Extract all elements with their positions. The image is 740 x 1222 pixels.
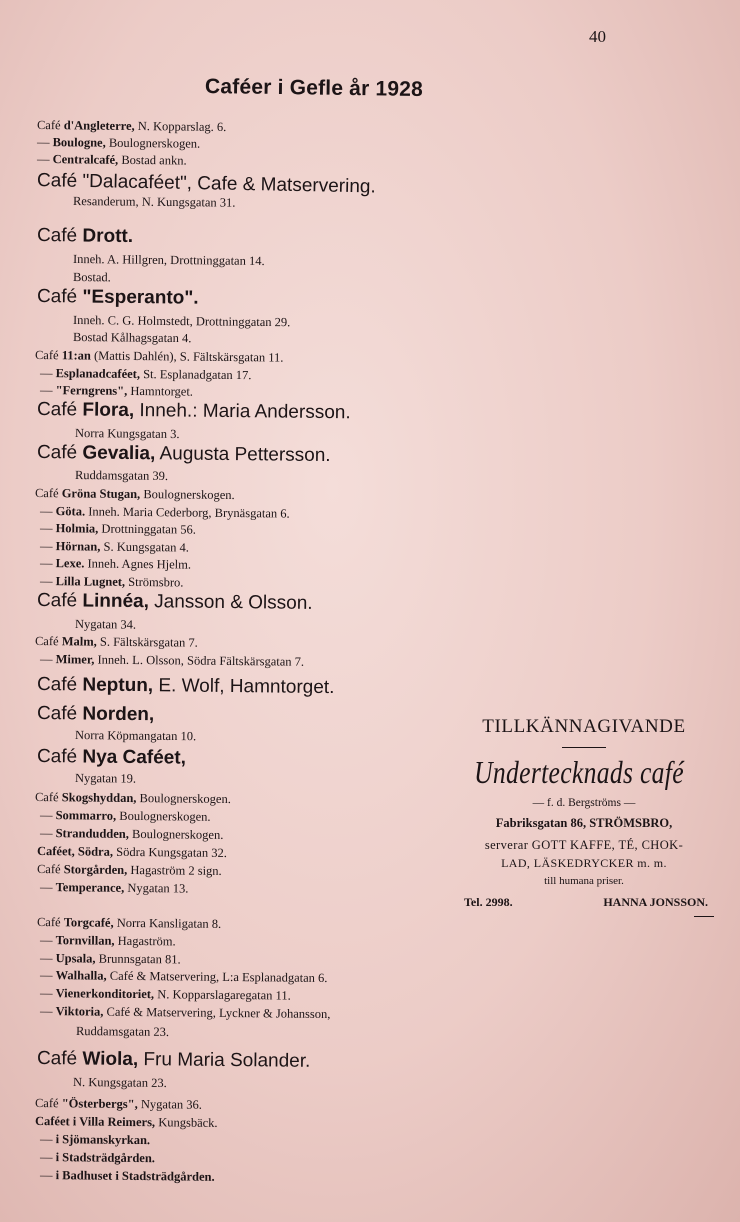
listing-prefix: — [39, 574, 56, 589]
listing-bold: Sommarro, [55, 808, 117, 823]
listing-line [73, 270, 111, 285]
listing-prefix: — [39, 1132, 56, 1147]
listing-bold: i Sjömanskyrkan. [55, 1132, 151, 1148]
listing-line [37, 862, 222, 879]
listing-bold: Boulogne, [52, 135, 106, 150]
listing-line [37, 674, 335, 699]
listing-bold: Malm, [61, 634, 97, 649]
listing-rest: S. Kungsgatan 4. [100, 539, 190, 555]
listing-bold: 11:an [61, 348, 91, 363]
listing-prefix: — [36, 135, 53, 150]
listing-prefix: Café [36, 674, 83, 696]
listing-rest: Inneh. Maria Cederborg, Brynäsgatan 6. [85, 504, 290, 521]
listing-rest: Ruddamsgatan 39. [74, 468, 169, 483]
listing-prefix: Café [36, 590, 83, 612]
listing-prefix: — [39, 826, 56, 841]
ad-cafe-name: Undertecknads café [474, 754, 684, 790]
listing-rest: Boulognerskogen. [128, 826, 224, 842]
listing-line [37, 135, 200, 152]
listing-rest: Inneh. Agnes Hjelm. [84, 556, 192, 572]
ad-heading: TILLKÄNNAGIVANDE [482, 716, 686, 737]
listing-bold: Esplanadcaféet, [55, 366, 141, 382]
listing-prefix: — [39, 383, 56, 398]
listing-line [75, 617, 136, 633]
listing-rest: Boulognerskogen. [136, 791, 231, 807]
listing-bold: Neptun, [82, 674, 154, 697]
listing-prefix: Café [34, 790, 62, 805]
listing-bold: Norden, [82, 703, 155, 726]
listing-bold: Lilla Lugnet, [55, 574, 126, 589]
ad-footer-rule [694, 916, 714, 917]
listing-line [40, 539, 189, 556]
listing-bold: Hörnan, [55, 539, 101, 554]
listing-prefix: Café [36, 746, 83, 768]
listing-rest: N. Kopparslag. 6. [134, 119, 227, 134]
listing-prefix: Café [36, 118, 64, 133]
listing-line [76, 1024, 169, 1040]
listing-prefix: — [39, 504, 56, 519]
listing-prefix: Café [34, 486, 62, 501]
listing-rest: Nygatan 13. [124, 880, 189, 896]
listing-line [35, 1114, 218, 1131]
listing-bold: Wiola, [82, 1048, 139, 1071]
listing-rest: Bostad. [72, 270, 111, 285]
listing-bold: Temperance, [55, 880, 125, 895]
listing-line [75, 426, 180, 442]
listing-line [40, 652, 304, 670]
listing-prefix: Café [36, 442, 83, 464]
listing-rest: N. Kungsgatan 23. [72, 1075, 167, 1090]
listing-line [73, 252, 265, 269]
listing-rest: S. Fältskärsgatan 7. [96, 634, 198, 650]
listing-rest: (Mattis Dahlén), S. Fältskärsgatan 11. [90, 348, 284, 365]
listing-line [73, 313, 290, 330]
listing-bold: "Esperanto". [82, 286, 199, 309]
listing-rest: Inneh. L. Olsson, Södra Fältskärsgatan 7. [94, 652, 305, 669]
listing-line [37, 915, 221, 932]
listing-line [40, 504, 290, 522]
listing-line [75, 468, 168, 484]
listing-rest: Jansson & Olsson. [148, 591, 313, 614]
listing-line [37, 399, 351, 424]
listing-rest: Café & Matservering, L:a Esplanadgatan 6. [106, 968, 328, 986]
listing-rest: Norra Kansligatan 8. [113, 915, 222, 931]
listing-bold: Torgcafé, [63, 915, 114, 930]
ad-owner-name: HANNA JONSSON. [603, 895, 708, 909]
listing-prefix: — [39, 1168, 56, 1183]
listing-bold: d'Angleterre, [63, 118, 135, 134]
listing-prefix: Café [36, 1048, 83, 1070]
listing-line [40, 986, 291, 1004]
listing-rest: Hamntorget. [127, 383, 194, 399]
listing-line [37, 844, 227, 861]
listing-line [73, 194, 236, 211]
listing-bold: Walhalla, [55, 968, 107, 983]
listing-rest: E. Wolf, Hamntorget. [153, 675, 335, 699]
listing-line [40, 1150, 155, 1166]
ad-former-owner: — f. d. Bergströms — [532, 797, 636, 809]
listing-rest: Resanderum, N. Kungsgatan 31. [72, 194, 236, 210]
listing-prefix: — [39, 1150, 56, 1165]
listing-line [75, 771, 136, 787]
listing-bold: Mimer, [55, 652, 95, 667]
listing-line [40, 556, 191, 573]
listing-rest: Strömsbro. [125, 574, 184, 590]
listing-prefix: — [39, 521, 56, 536]
listing-bold: Nya Caféet, [82, 746, 187, 769]
listing-prefix: — [39, 880, 56, 895]
listing-line [40, 826, 224, 843]
listing-prefix: Café [34, 348, 62, 363]
listing-line [35, 790, 231, 807]
listing-line [40, 933, 176, 949]
listing-bold: Storgården, [63, 862, 128, 877]
listing-bold: Caféet, Södra, [36, 844, 114, 859]
listing-prefix: Café [36, 862, 64, 877]
listing-line [37, 225, 133, 248]
listing-prefix: Café [34, 634, 62, 649]
listing-bold: Viktoria, [55, 1004, 104, 1019]
listing-bold: Göta. [55, 504, 86, 519]
listing-prefix: Café [36, 399, 83, 421]
listing-prefix: — [36, 152, 53, 167]
listing-line [73, 1075, 167, 1091]
ad-offer-line1: serverar GOTT KAFFE, TÉ, CHOK- [484, 838, 684, 852]
listing-bold: Skogshyddan, [61, 790, 137, 806]
listing-prefix: — [39, 951, 56, 966]
listing-line [40, 880, 189, 897]
listing-line [35, 1096, 202, 1113]
listing-bold: Lexe. [55, 556, 85, 571]
listing-bold: Caféet i Villa Reimers, [34, 1114, 156, 1130]
listing-rest: Norra Köpmangatan 10. [74, 728, 197, 744]
listing-bold: Drott. [82, 225, 134, 248]
listing-rest: Inneh. A. Hillgren, Drottninggatan 14. [72, 252, 265, 269]
ad-phone: Tel. 2998. [464, 895, 513, 909]
listing-line [37, 152, 187, 169]
listing-bold: Centralcafé, [52, 152, 119, 167]
ad-address: Fabriksgatan 86, STRÖMSBRO, [495, 816, 673, 830]
listing-prefix: — [39, 539, 56, 554]
ad-divider [562, 747, 606, 748]
listing-rest: Brunnsgatan 81. [95, 951, 181, 967]
listing-rest: Augusta Pettersson. [155, 443, 331, 467]
listing-rest: Nygatan 36. [137, 1097, 203, 1112]
listing-rest: Drottninggatan 56. [98, 521, 196, 537]
listing-line [35, 486, 235, 503]
listing-prefix: — [39, 933, 56, 948]
listing-prefix: — [39, 556, 56, 571]
ad-footer [446, 895, 722, 910]
listing-bold: Linnéa, [82, 590, 150, 613]
listing-prefix: Café [36, 703, 83, 725]
listing-bold: Vienerkonditoriet, [55, 986, 155, 1002]
listing-bold: i Stadsträdgården. [55, 1150, 156, 1166]
listing-line [75, 728, 196, 744]
page-title: Caféer i Gefle år 1928 [204, 75, 424, 102]
listing-bold: Gröna Stugan, [61, 486, 141, 502]
listing-line [37, 118, 226, 135]
listing-bold: i Badhuset i Stadsträdgården. [55, 1168, 215, 1184]
listing-line [40, 808, 211, 825]
listing-bold: Tornvillan, [55, 933, 115, 948]
listing-bold: Upsala, [55, 951, 96, 966]
listing-rest: Kungsbäck. [155, 1115, 218, 1130]
listing-rest: Boulognerskogen. [140, 487, 235, 503]
listing-line [40, 1132, 150, 1148]
listing-rest: Bostad ankn. [118, 152, 187, 168]
listing-rest: "Dalacaféet", Cafe & Matservering. [82, 170, 376, 198]
listing-bold: Gevalia, [82, 442, 156, 465]
ad-offer-line2: LAD, LÄSKEDRYCKER m. m. [501, 856, 667, 870]
listing-line [37, 1048, 311, 1073]
listing-line [37, 286, 199, 310]
listing-rest: Nygatan 34. [74, 617, 137, 632]
listing-line [37, 746, 186, 770]
listing-prefix: Café [36, 915, 64, 930]
listing-bold: Flora, [82, 399, 135, 422]
listing-rest: Hagaström. [114, 933, 176, 949]
listing-rest: Inneh.: Maria Andersson. [134, 400, 351, 424]
listing-prefix: Café [36, 225, 83, 247]
listing-prefix: — [39, 968, 56, 983]
listing-rest: Fru Maria Solander. [138, 1049, 311, 1072]
listing-line [40, 574, 184, 591]
listing-rest: Ruddamsgatan 23. [75, 1024, 170, 1039]
listing-prefix: Café [36, 286, 83, 308]
listing-prefix: — [39, 986, 56, 1001]
listing-rest: Café & Matservering, Lyckner & Johansson, [103, 1004, 331, 1022]
listing-prefix: — [39, 808, 56, 823]
listing-rest: St. Esplanadgatan 17. [139, 367, 252, 383]
listing-line [35, 348, 284, 366]
listing-prefix: — [39, 652, 56, 667]
listing-rest: Södra Kungsgatan 32. [112, 844, 227, 860]
listing-rest: Boulognerskogen. [105, 135, 201, 151]
listing-line [40, 1168, 215, 1185]
listing-rest: Nygatan 19. [74, 771, 137, 786]
listing-line [37, 703, 154, 726]
listing-prefix: — [39, 366, 56, 381]
listing-line [40, 366, 252, 383]
page-number: 40 [589, 27, 606, 46]
listing-line [35, 634, 198, 651]
listing-line [40, 1004, 331, 1022]
listing-rest: Inneh. C. G. Holmstedt, Drottninggatan 29. [72, 313, 291, 330]
listing-bold: Strandudden, [55, 826, 130, 841]
listing-rest: N. Kopparslagaregatan 11. [154, 987, 291, 1003]
listing-rest: Boulognerskogen. [116, 808, 211, 824]
listing-rest: Bostad Kålhagsgatan 4. [72, 330, 192, 346]
listing-bold: "Ferngrens", [55, 383, 128, 398]
listing-line [40, 383, 193, 400]
listing-line [37, 442, 331, 467]
listing-rest: Norra Kungsgatan 3. [74, 426, 180, 442]
advertisement [446, 716, 722, 910]
listing-rest: Hagaström 2 sign. [127, 862, 222, 878]
listing-prefix: Café [34, 1096, 62, 1111]
listing-line [40, 951, 181, 967]
listing-prefix: — [39, 1004, 56, 1019]
listing-line [40, 968, 328, 986]
listing-bold: "Österbergs", [61, 1096, 138, 1112]
listing-line [73, 330, 192, 346]
listing-line [40, 521, 196, 538]
listing-line [37, 590, 313, 615]
ad-prices: till humana priser. [544, 875, 624, 887]
listing-prefix: Café [36, 170, 83, 192]
listing-bold: Holmia, [55, 521, 99, 536]
